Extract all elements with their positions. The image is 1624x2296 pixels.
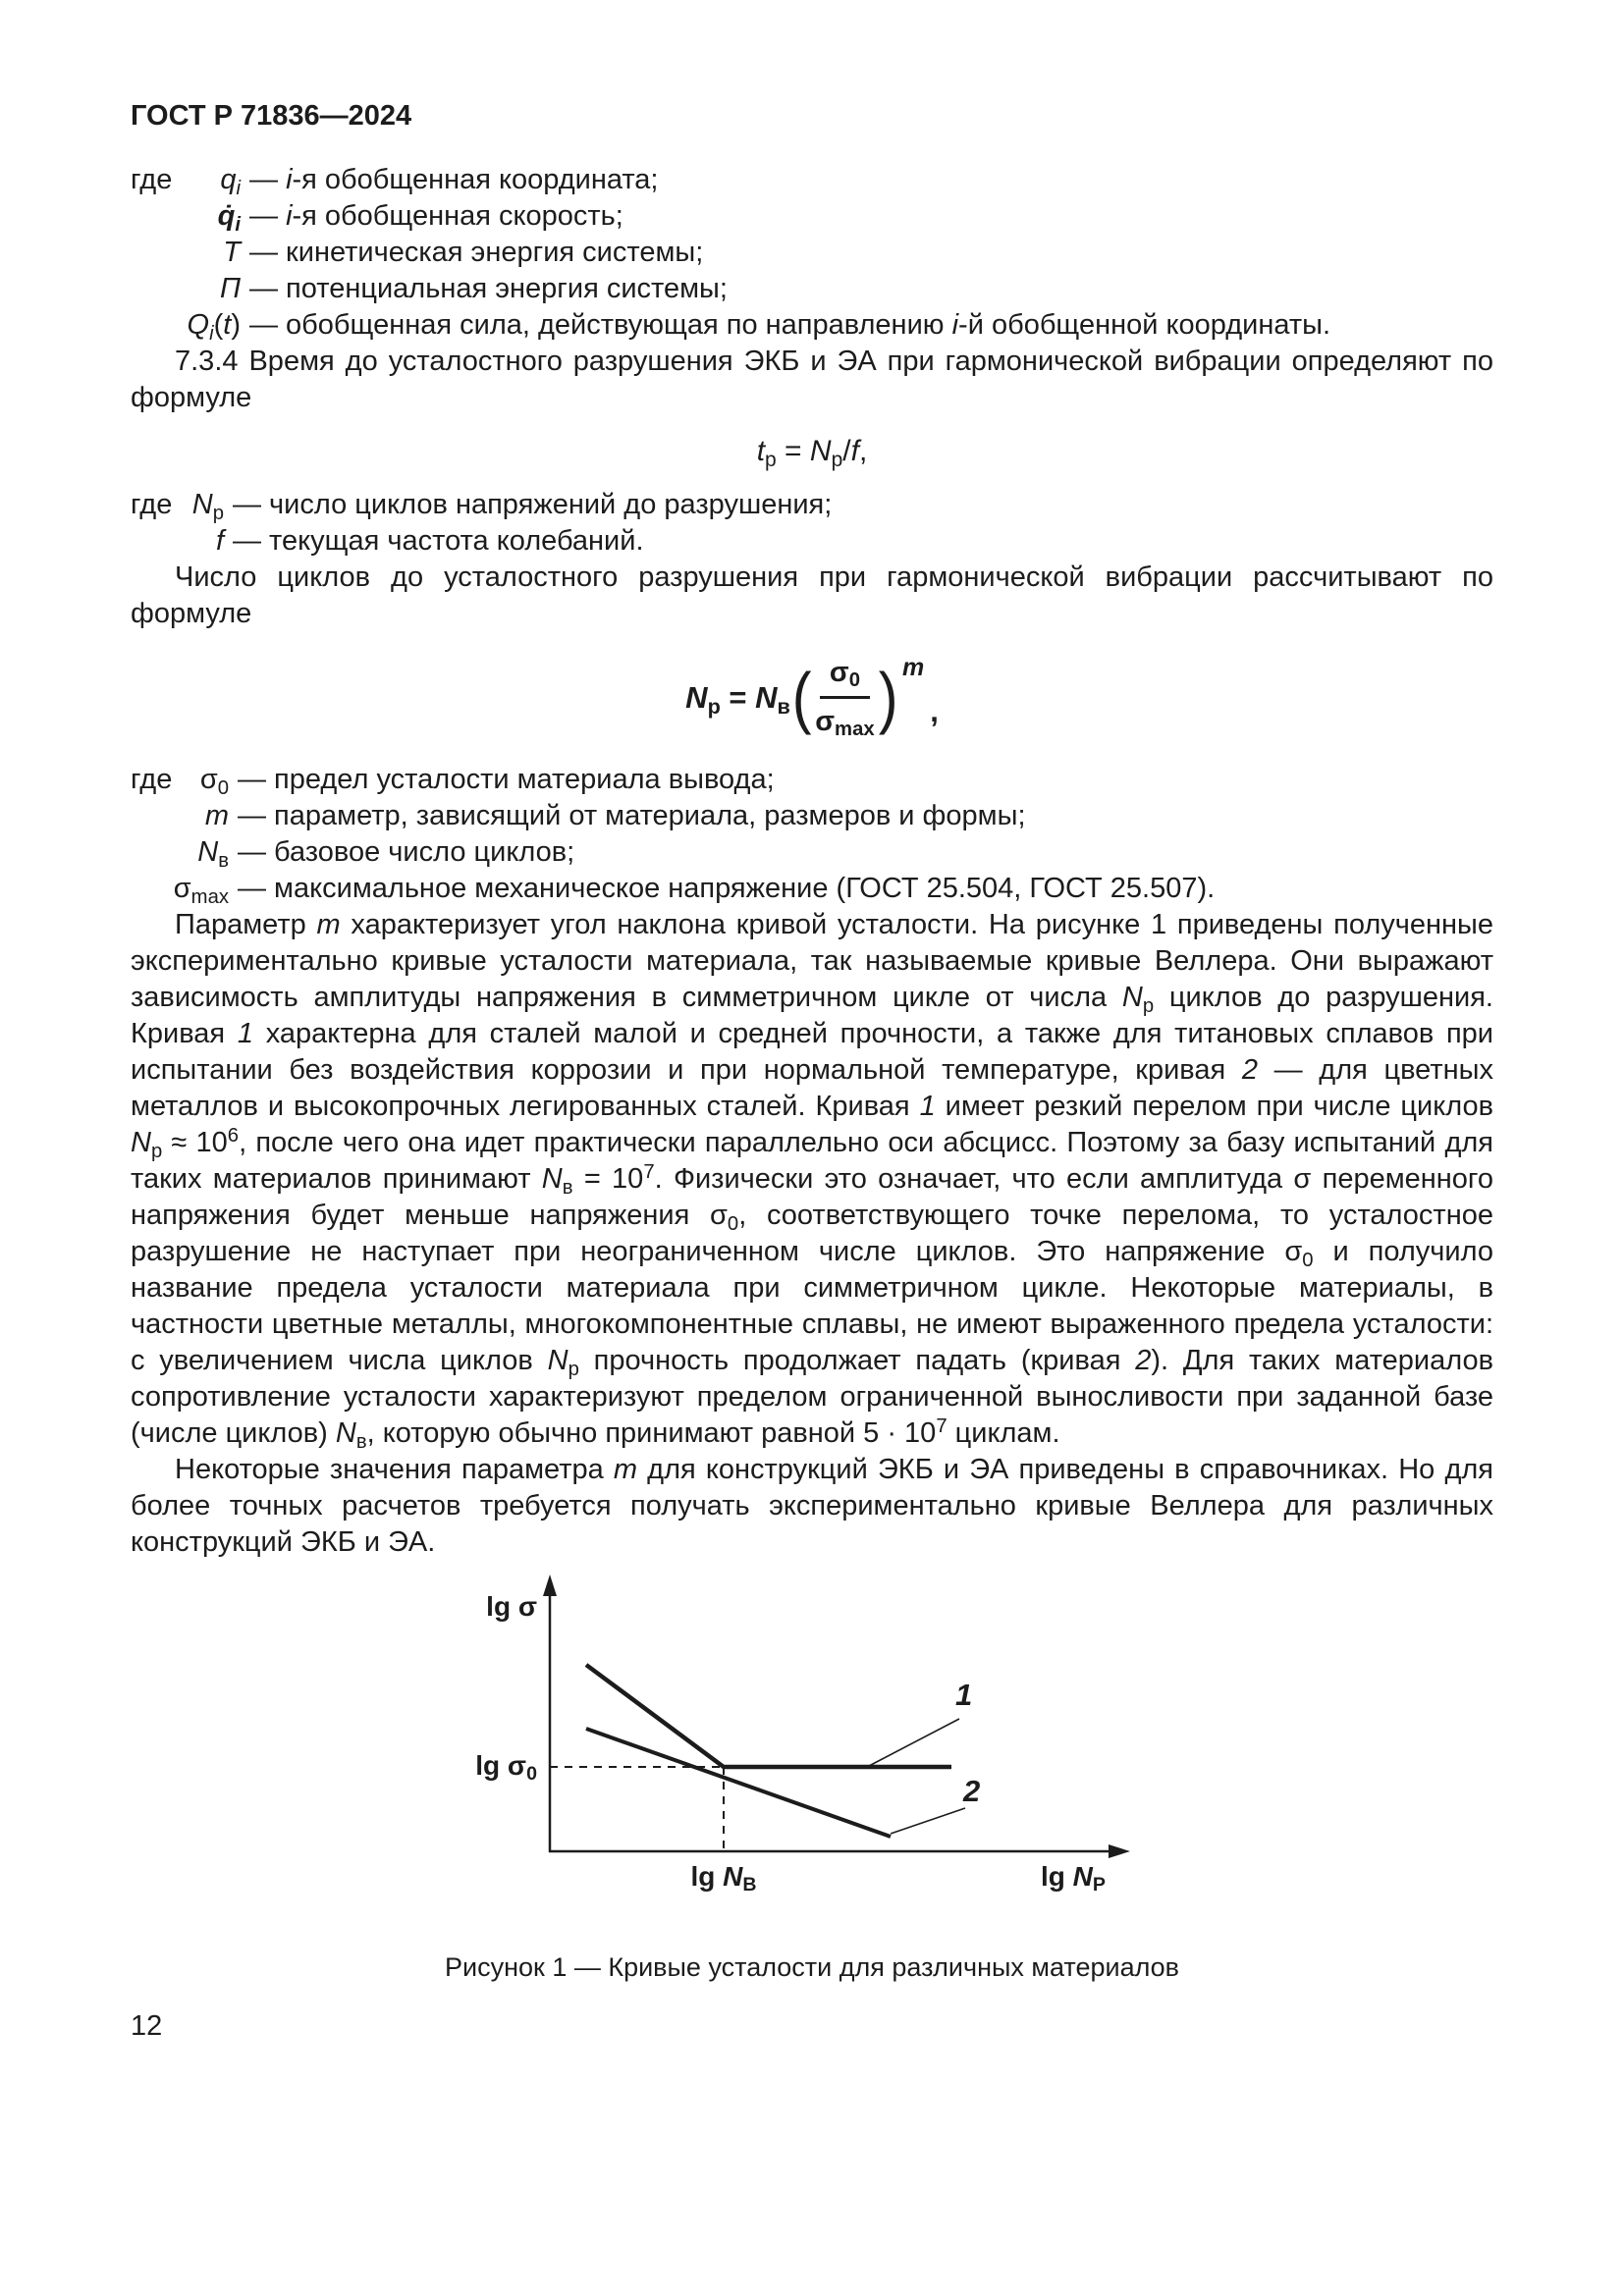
close-paren: ) (878, 658, 898, 735)
definition-term (131, 235, 241, 271)
symbol: $\sigma_{max}$ (173, 873, 229, 908)
definition-description: — кинетическая энергия системы; (249, 237, 704, 268)
formula-cycles-to-failure (131, 646, 1493, 748)
definition-description: — обобщенная сила, действующая по направлению i-й обобщенной координаты. (249, 309, 1331, 341)
definition-row (131, 487, 1493, 523)
definition-term (131, 871, 229, 907)
fatigue-curves-plot (131, 1571, 1493, 1909)
definition-term (131, 523, 224, 560)
fraction-denominator: $\sigma_{max}$ (815, 705, 875, 741)
page-number: 12 (131, 2010, 163, 2042)
symbol: $N_р$ (191, 489, 224, 524)
fraction-numerator: $\sigma_0$ (820, 655, 870, 699)
sigma0-axis-value-label: $\lg \sigma_0$ (475, 1750, 537, 1786)
x-axis-arrow (1109, 1844, 1130, 1858)
definition-description: — потенциальная энергия системы; (249, 273, 728, 304)
definition-term (131, 834, 229, 871)
definition-term (131, 307, 241, 344)
figure-1-fatigue-curves (131, 1571, 1493, 1909)
open-paren: ( (791, 658, 812, 735)
definition-description: — число циклов напряжений до разрушения; (233, 489, 833, 520)
formula-comma: , (930, 693, 939, 728)
formula-exponent: m (901, 654, 925, 681)
curve-1-number-label: 1 (955, 1678, 973, 1712)
paragraph-m-values: Некоторые значения параметра m для конструкций ЭКБ и ЭА приведены в справочниках. Но для более точных расчетов требуется получать экспериментально кривые Веллера для различных конструкций ЭКБ и ЭА. (131, 1454, 1493, 1558)
x-axis-label: $\lg N_Р$ (1041, 1861, 1106, 1896)
curve-1-leader-line (869, 1719, 959, 1766)
y-axis-arrow (543, 1575, 557, 1596)
symbol: m (204, 800, 229, 831)
definition-list-coordinates (131, 162, 1493, 344)
definition-description: — текущая частота колебаний. (233, 525, 644, 557)
paragraph-cycles-count: Число циклов до усталостного разрушения при гармонической вибрации рассчитывают по формуле (131, 561, 1493, 629)
definition-row (131, 798, 1493, 834)
definition-row (131, 523, 1493, 560)
fraction (815, 655, 874, 740)
curve-2 (586, 1729, 891, 1837)
definition-description: — предел усталости материала вывода; (238, 764, 775, 795)
definition-term (131, 162, 241, 198)
definition-row (131, 198, 1493, 235)
symbol: $N_в$ (197, 836, 229, 872)
nb-axis-value-label: $\lg N_В$ (690, 1861, 757, 1896)
definition-row (131, 162, 1493, 198)
paragraph-7-3-4: 7.3.4 Время до усталостного разрушения ЭКБ и ЭА при гармонической вибрации определяют по формуле (131, 346, 1493, 413)
symbol: $q_i$ (220, 164, 241, 199)
definition-term (131, 271, 241, 307)
symbol: $\sigma_0$ (199, 764, 229, 799)
definition-intro: где (131, 164, 173, 195)
definition-list-sigma (131, 762, 1493, 907)
definition-description: — i-я обобщенная скорость; (249, 200, 623, 232)
definition-row (131, 871, 1493, 907)
paragraph-weller-curves: Параметр m характеризует угол наклона кривой усталости. На рисунке 1 приведены полученные экспериментально кривые усталости материала, так называемые кривые Веллера. Они выражают зависимость амплитуды напряжения в симметричном цикле от числа $N_р$ циклов до разрушения. Кривая 1 характерна для сталей малой и средней прочности, а также для титановых сплавов при испытании без воздействия коррозии и при нормальной температуре, кривая 2 — для цветных металлов и высокопрочных легированных сталей. Кривая 1 имеет резкий перелом при числе циклов $N_р \approx 10^6$, после чего она идет практически параллельно оси абсцисс. Поэтому за базу испытаний для таких материалов принимают $N_в = 10^7$. Физически это означает, что если амплитуда σ переменного напряжения будет меньше напряжения $\sigma_0$, соответствующего точке перелома, то усталостное разрушение не наступает при неограниченном числе циклов. Это напряжение $\sigma_0$ и получило название предела усталости материала при симметричном цикле. Некоторые материалы, в частности цветные металлы, многокомпонентные сплавы, не имеют выраженного предела усталости: с увеличением числа циклов $N_р$ прочность продолжает падать (кривая 2). Для таких материалов сопротивление усталости характеризуют пределом ограниченной выносливости при заданной базе (числе циклов) $N_в$, которую обычно принимают равной $5 \cdot 10^7$ циклам. (131, 909, 1494, 1453)
symbol: T (223, 237, 241, 268)
definition-term (131, 198, 241, 235)
standard-number-header: ГОСТ Р 71836—2024 (131, 100, 412, 132)
symbol: $q̇_i$ (217, 200, 241, 236)
definition-row (131, 834, 1493, 871)
definition-row (131, 307, 1493, 344)
definition-row (131, 235, 1493, 271)
curve-2-number-label: 2 (963, 1774, 981, 1808)
symbol: $Q_i(t)$ (187, 309, 241, 345)
definition-intro: где (131, 764, 173, 795)
definition-description: — параметр, зависящий от материала, размеров и формы; (238, 800, 1026, 831)
definition-row (131, 762, 1493, 798)
definition-term (131, 762, 229, 798)
symbol: П (219, 273, 241, 304)
y-axis-label: lg σ (486, 1591, 537, 1622)
definition-row (131, 271, 1493, 307)
definition-intro: где (131, 489, 173, 520)
definition-description: — базовое число циклов; (238, 836, 575, 868)
definition-term (131, 798, 229, 834)
formula-lhs: $N_р = N_в$ (685, 679, 790, 719)
formula-time-to-failure: $t_р = N_р/f$, (756, 435, 868, 471)
symbol: f (215, 525, 224, 557)
definition-term (131, 487, 224, 523)
definition-list-np (131, 487, 1493, 560)
curve-2-leader-line (891, 1808, 965, 1834)
figure-caption: Рисунок 1 — Кривые усталости для различных материалов (445, 1952, 1179, 1982)
definition-description: — i-я обобщенная координата; (249, 164, 659, 195)
definition-description: — максимальное механическое напряжение (ГОСТ 25.504, ГОСТ 25.507). (238, 873, 1216, 904)
